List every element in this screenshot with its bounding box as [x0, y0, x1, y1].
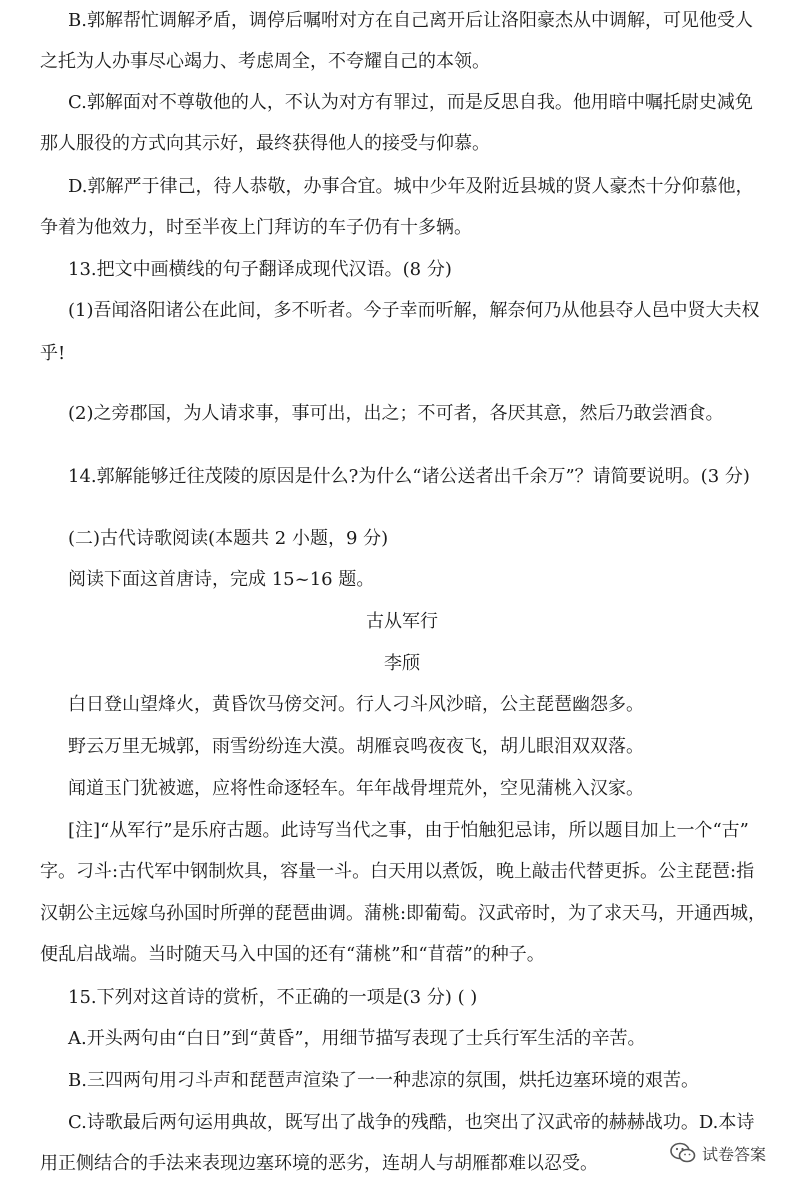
poem-author: 李颀: [384, 653, 420, 674]
poem-title: 古从军行: [366, 611, 438, 632]
option-b-line-2: 之托为人办事尽心竭力、考虑周全，不夸耀自己的本领。: [40, 51, 490, 72]
option-b-line-1: B.郭解帮忙调解矛盾，调停后嘱咐对方在自己离开后让洛阳豪杰从中调解，可见他受人: [68, 10, 753, 31]
option-d-line-1: D.郭解严于律己，待人恭敬，办事合宜。城中少年及附近县城的贤人豪杰十分仰慕他，: [68, 176, 754, 197]
question-15-title: 15.下列对这首诗的赏析，不正确的一项是(3 分) ( ): [68, 987, 478, 1008]
wechat-icon: [670, 1142, 696, 1164]
question-13-part-1-line-2: 乎!: [40, 343, 66, 364]
note-line-4: 便乱启战端。当时随天马入中国的还有“蒲桃”和“苜蓿”的种子。: [40, 944, 545, 965]
poem-line-3: 闻道玉门犹被遮，应将性命逐轻车。年年战骨埋荒外，空见蒲桃入汉家。: [68, 778, 644, 799]
question-15-option-a: A.开头两句由“白日”到“黄昏”，用细节描写表现了士兵行军生活的辛苦。: [68, 1028, 646, 1049]
question-13-part-1-line-1: (1)吾闻洛阳诸公在此间，多不听者。今子幸而听解，解奈何乃从他县夺人邑中贤大夫权: [68, 300, 760, 321]
option-c-line-2: 那人服役的方式向其示好，最终获得他人的接受与仰慕。: [40, 133, 490, 154]
watermark: [670, 1138, 766, 1168]
section-poetry-heading: (二)古代诗歌阅读(本题共 2 小题，9 分): [68, 528, 389, 549]
question-15-option-c-line-1: C.诗歌最后两句运用典故，既写出了战争的残酷，也突出了汉武帝的赫赫战功。D.本诗: [68, 1112, 755, 1133]
option-d-line-2: 争着为他效力，时至半夜上门拜访的车子仍有十多辆。: [40, 217, 472, 238]
option-c-line-1: C.郭解面对不尊敬他的人，不认为对方有罪过，而是反思自我。他用暗中嘱托尉史减免: [68, 92, 753, 113]
note-line-3: 汉朝公主远嫁乌孙国时所弹的琵琶曲调。蒲桃:即葡萄。汉武帝时，为了求天马，开通西城，: [40, 903, 767, 924]
note-line-1: [注]“从军行”是乐府古题。此诗写当代之事，由于怕触犯忌讳，所以题目加上一个“古”: [68, 820, 749, 841]
question-15-option-c-line-2: 用正侧结合的手法来表现边塞环境的恶劣，连胡人与胡雁都难以忍受。: [40, 1153, 598, 1174]
question-13-title: 13.把文中画横线的句子翻译成现代汉语。(8 分): [68, 259, 452, 280]
poetry-instruction: 阅读下面这首唐诗，完成 15~16 题。: [68, 569, 375, 590]
question-14: 14.郭解能够迁往茂陵的原因是什么?为什么“诸公送者出千余万”？请简要说明。(3 分): [68, 466, 750, 487]
poem-line-2: 野云万里无城郭，雨雪纷纷连大漠。胡雁哀鸣夜夜飞，胡儿眼泪双双落。: [68, 736, 644, 757]
question-15-option-b: B.三四两句用刁斗声和琵琶声渲染了一一种悲凉的氛围，烘托边塞环境的艰苦。: [68, 1070, 699, 1091]
note-line-2: 字。刁斗:古代军中钢制炊具，容量一斗。白天用以煮饭，晚上敲击代替更拆。公主琵琶:指: [40, 861, 755, 882]
watermark-text: 试卷答案: [702, 1144, 767, 1164]
poem-line-1: 白日登山望烽火，黄昏饮马傍交河。行人刁斗风沙暗，公主琵琶幽怨多。: [68, 694, 644, 715]
question-13-part-2: (2)之旁郡国，为人请求事，事可出，出之；不可者，各厌其意，然后乃敢尝酒食。: [68, 403, 724, 424]
